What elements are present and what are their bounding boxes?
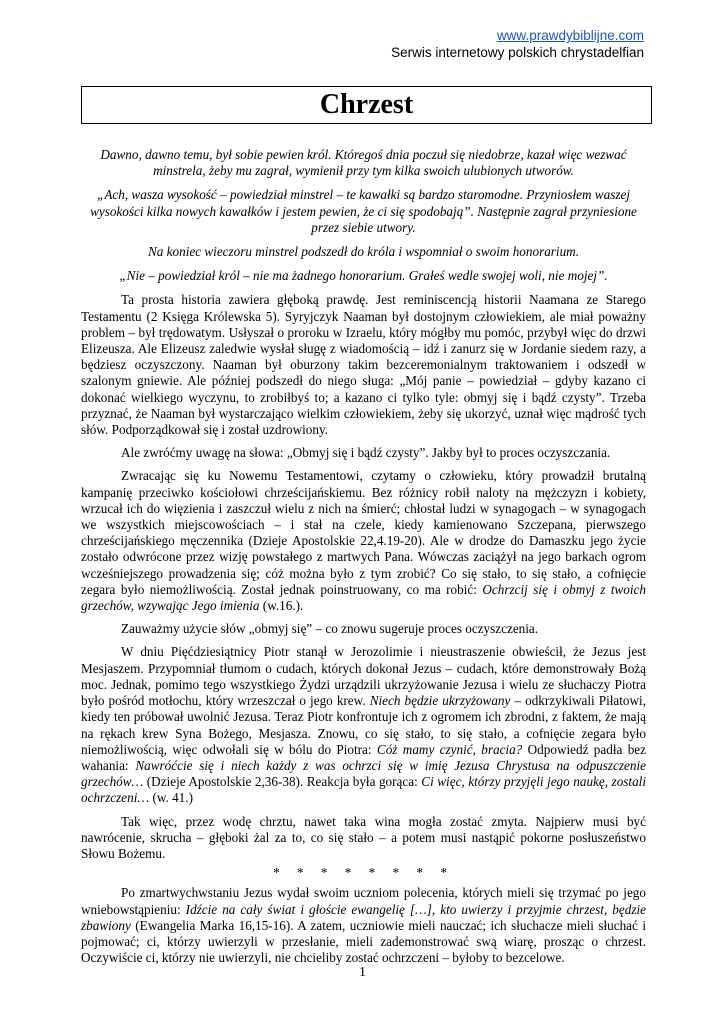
page-title: Chrzest bbox=[319, 89, 414, 120]
site-link[interactable]: www.prawdybiblijne.com bbox=[496, 28, 644, 43]
paragraph: Ta prosta historia zawiera głęboką prawdę. Jest reminiscencją historii Naamana ze Starego Testamentu (2 Księga Królewska 5). Syryjczyk Naaman był dostojnym człowiekiem, ale miał poważny problem – był trędowatym. Usłyszał o proroku w Izraelu, który mógłby mu pomóc, przybył więc do drzwi Elizeusza. Ale Elizeusz zaledwie wysłał sługę z wiadomością – idź i zanurz się w Jordanie siedem razy, a będziesz oczyszczony. Naaman był oburzony takim bezceremonialnym traktowaniem i odszedł w szalonym gniewie. Ale później podszedł do niego sługa: „Mój panie – powiedział – gdyby kazano ci dokonać wielkiego wyczynu, to zrobiłbyś to; a kazano ci tylko tyle: obmyj się i bądź czysty”. Trzeba przyznać, że Naaman był wystarczająco wielkim człowiekiem, żeby się ukorzyć, uznał więc mądrość tych słów. Podporządkował się i został uzdrowiony. bbox=[81, 292, 646, 438]
paragraph: Tak więc, przez wodę chrztu, nawet taka wina mogła zostać zmyta. Najpierw musi być nawrócenie, skrucha – głęboki żal za to, co się stało – a potem musi nastąpić pokorne posłuszeństwo Słowu Bożemu. bbox=[81, 813, 646, 861]
paragraph bbox=[81, 644, 646, 806]
scripture-quote: Nawróćcie się i niech każdy z was ochrzci się w imię Jezusa Chrystusa na odpuszczenie grzechów… bbox=[81, 757, 646, 790]
site-subtitle: Serwis internetowy polskich chrystadelfian bbox=[391, 45, 644, 60]
text-run: Zwracając się ku Nowemu Testamentowi, czytamy o człowieku, który prowadził brutalną kampanię przeciwko kościołowi chrześcijańskiemu. Bez różnicy robił naloty na mężczyzn i kobiety, wrzucał ich do więzienia i zaszczuł wielu z nich na śmierć; chłostał ludzi w synagogach – w synagogach we wszystkich miejscowościach – i stał na czele, kiedy kamienowano Szczepana, pierwszego chrześcijańskiego męczennika (Dzieje Apostolskie 22,4.19-20). Ale w drodze do Damaszku jego życie zostało odwrócone przez wizję powstałego z martwych Pana. Wówczas zaciążył na jego barkach ogrom wcześniejszego prowadzenia się; cóż można było z tym zrobić? Co się stało, to się stało, a cofnięcie zegara było niemożliwością. Został jednak poinstruowany, co ma robić: bbox=[81, 468, 646, 597]
paragraph bbox=[81, 885, 646, 966]
text-run: (w.16.). bbox=[259, 598, 304, 614]
text-run: (Ewangelia Marka 16,15-16). A zatem, uczniowie mieli nauczać; ich słuchacze mieli słuchać i pojmować; ci, którzy uwierzyli w przesłanie, mieli zademonstrować swą wiarę, prosząc o chrzest. Oczywiście ci, którzy nie uwierzyli, nie chcieliby zostać ochrzczeni – byłoby to bezcelowe. bbox=[81, 917, 646, 966]
scripture-quote: Cóż mamy czynić, bracia? bbox=[376, 741, 523, 757]
text-run: W dniu Pięćdziesiątnicy Piotr stanął w Jerozolimie i nieustraszenie obwieścił, że Jezus jest Mesjaszem. Przypomniał tłumom o cudach, których dokonał Jezus – cudach, które demonstrowały Bożą moc. Jednak, pomimo tego wszystkiego Żydzi urządzili ukrzyżowanie Jezusa i wielu ze słuchaczy Piotra było pośród motłochu, który wrzeszczał o jego krew. bbox=[81, 644, 646, 709]
scripture-quote: Ochrzcij się i obmyj z twoich grzechów, wzywając Jego imienia bbox=[81, 581, 646, 614]
intro-paragraph: „Ach, wasza wysokość – powiedział minstrel – te kawałki są bardzo staromodne. Przyniosłem waszej wysokości kilka nowych kawałków i jestem pewien, że ci się spodobają”. Następnie zagrał przyniesione przez siebie utwory. bbox=[90, 187, 637, 235]
paragraph: Ale zwróćmy uwagę na słowa: „Obmyj się i bądź czysty”. Jakby był to proces oczyszczania. bbox=[121, 445, 611, 461]
page-header bbox=[391, 27, 644, 61]
document-body bbox=[81, 147, 646, 973]
scripture-quote: Niech będzie ukrzyżowany bbox=[369, 693, 511, 709]
text-run: Po zmartwychwstaniu Jezus wydał swoim uczniom polecenia, których mieli się trzymać po jego wniebowstąpieniu: bbox=[81, 885, 646, 917]
text-run: (Dzieje Apostolskie 2,36-38). Reakcja była gorąca: bbox=[143, 774, 422, 790]
main-text bbox=[81, 292, 646, 966]
scripture-quote: Idźcie na cały świat i głoście ewangelię […], kto uwierzy i przyjmie chrzest, będzie zbawiony bbox=[81, 901, 646, 933]
scripture-quote: Ci więc, którzy przyjęli jego naukę, zostali ochrzczeni… bbox=[81, 774, 647, 806]
intro-paragraph: „Nie – powiedział król – nie ma żadnego honorarium. Grałeś wedle swojej woli, nie mojej”. bbox=[119, 268, 608, 284]
page-number: 1 bbox=[359, 965, 366, 980]
intro-paragraph: Dawno, dawno temu, był sobie pewien król. Któregoś dnia poczuł się niedobrze, kazał więc wezwać minstrela, żeby mu zagrał, wymienił przy tym kilka swoich ulubionych utworów. bbox=[100, 147, 627, 179]
text-run: – odkrzykiwali Piłatowi, kiedy ten próbował uwolnić Jezusa. Teraz Piotr konfrontuje ich z ogromem ich zbrodni, z faktem, że mają na rękach krew Syna Bożego, Mesjasza. Znowu, co się stało, to się stało, a cofnięcie zegara było niemożliwością, więc odwołali się w bólu do Piotra: bbox=[81, 693, 646, 757]
title-box bbox=[81, 86, 652, 124]
section-separator: * * * * * * * * bbox=[273, 865, 454, 881]
intro-story bbox=[81, 147, 646, 284]
paragraph bbox=[81, 468, 646, 614]
paragraph: Zauważmy użycie słów „obmyj się” – co znowu sugeruje proces oczyszczenia. bbox=[121, 621, 539, 637]
intro-paragraph: Na koniec wieczoru minstrel podszedł do króla i wspomniał o swoim honorarium. bbox=[147, 244, 580, 260]
text-run: (w. 41.) bbox=[149, 790, 193, 806]
text-run: Odpowiedź padła bez wahania: bbox=[81, 741, 646, 773]
